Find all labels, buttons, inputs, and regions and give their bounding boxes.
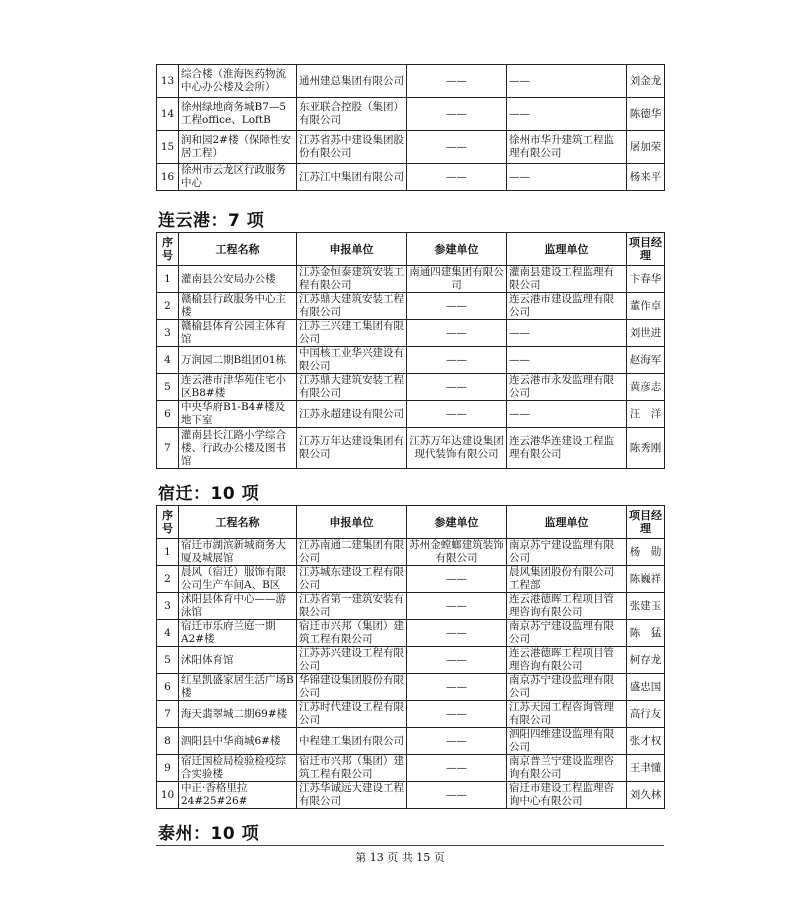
cell-no: 3 bbox=[157, 320, 179, 347]
cell-supervisor: —— bbox=[507, 401, 627, 428]
table-row bbox=[157, 98, 665, 131]
cell-manager: 黄彦志 bbox=[627, 374, 665, 401]
cell-supervisor: 徐州市华升建筑工程监理有限公司 bbox=[507, 131, 627, 164]
cell-participant: —— bbox=[407, 620, 507, 647]
cell-manager: 杨 勋 bbox=[627, 539, 665, 566]
cell-manager: 陈 猛 bbox=[627, 620, 665, 647]
cell-name: 红星凯盛家居生活广场B楼 bbox=[179, 674, 297, 701]
cell-name: 中正·香格里拉24#25#26# bbox=[179, 782, 297, 809]
cell-no: 4 bbox=[157, 620, 179, 647]
cell-applicant: 宿迁市兴邦（集团）建筑工程有限公司 bbox=[297, 755, 407, 782]
header-supervisor: 监理单位 bbox=[507, 233, 627, 266]
cell-applicant: 江苏江中集团有限公司 bbox=[297, 164, 407, 191]
cell-participant: —— bbox=[407, 98, 507, 131]
cell-manager: 陈秀刚 bbox=[627, 428, 665, 469]
cell-supervisor: —— bbox=[507, 65, 627, 98]
cell-manager: 柯存龙 bbox=[627, 647, 665, 674]
cell-no: 13 bbox=[157, 65, 179, 98]
cell-participant: 江苏万年达建设集团现代装饰有限公司 bbox=[407, 428, 507, 469]
cell-name: 徐州市云龙区行政服务中心 bbox=[179, 164, 297, 191]
cell-applicant: 江苏华诚远大建设工程有限公司 bbox=[297, 782, 407, 809]
cell-no: 6 bbox=[157, 401, 179, 428]
cell-manager: 卞春华 bbox=[627, 266, 665, 293]
cell-no: 14 bbox=[157, 98, 179, 131]
cell-supervisor: 泗阳四维建设监理有限公司 bbox=[507, 728, 627, 755]
cell-no: 2 bbox=[157, 566, 179, 593]
cell-supervisor: 江苏天园工程咨询管理有限公司 bbox=[507, 701, 627, 728]
header-applicant: 申报单位 bbox=[297, 233, 407, 266]
cell-no: 7 bbox=[157, 701, 179, 728]
cell-participant: —— bbox=[407, 701, 507, 728]
header-supervisor: 监理单位 bbox=[507, 506, 627, 539]
cell-no: 16 bbox=[157, 164, 179, 191]
cell-supervisor: 晨风集团股份有限公司工程部 bbox=[507, 566, 627, 593]
table-row bbox=[157, 782, 665, 809]
table-row bbox=[157, 293, 665, 320]
cell-participant: —— bbox=[407, 293, 507, 320]
cell-participant: 南通四建集团有限公司 bbox=[407, 266, 507, 293]
xuzhou-table bbox=[156, 64, 665, 191]
header-participant: 参建单位 bbox=[407, 233, 507, 266]
cell-supervisor: 南京苏宁建设监理有限公司 bbox=[507, 539, 627, 566]
cell-name: 徐州绿地商务城B7—5工程office、LoftB bbox=[179, 98, 297, 131]
cell-no: 8 bbox=[157, 728, 179, 755]
cell-manager: 杨来平 bbox=[627, 164, 665, 191]
cell-name: 海天翡翠城二期69#楼 bbox=[179, 701, 297, 728]
cell-participant: —— bbox=[407, 755, 507, 782]
cell-no: 2 bbox=[157, 293, 179, 320]
cell-manager: 屠加荣 bbox=[627, 131, 665, 164]
cell-applicant: 江苏鼎大建筑安装工程有限公司 bbox=[297, 374, 407, 401]
cell-name: 连云港市津华苑住宅小区B8#楼 bbox=[179, 374, 297, 401]
cell-applicant: 江苏三兴建工集团有限公司 bbox=[297, 320, 407, 347]
cell-participant: —— bbox=[407, 647, 507, 674]
table-row bbox=[157, 620, 665, 647]
header-manager: 项目经理 bbox=[627, 506, 665, 539]
table-row bbox=[157, 347, 665, 374]
cell-no: 5 bbox=[157, 374, 179, 401]
cell-participant: —— bbox=[407, 131, 507, 164]
table-row bbox=[157, 428, 665, 469]
cell-no: 9 bbox=[157, 755, 179, 782]
cell-name: 沭阳县体育中心——游泳馆 bbox=[179, 593, 297, 620]
cell-applicant: 江苏金恒泰建筑安装工程有限公司 bbox=[297, 266, 407, 293]
table-row bbox=[157, 65, 665, 98]
table-header-row bbox=[157, 506, 665, 539]
cell-participant: 苏州金螳螂建筑装饰有限公司 bbox=[407, 539, 507, 566]
footer-divider bbox=[156, 845, 664, 846]
cell-name: 宿迁国检局检验检疫综合实验楼 bbox=[179, 755, 297, 782]
cell-name: 宿迁市湖滨新城商务大厦及城展馆 bbox=[179, 539, 297, 566]
cell-participant: —— bbox=[407, 374, 507, 401]
cell-no: 5 bbox=[157, 647, 179, 674]
table-row bbox=[157, 539, 665, 566]
cell-applicant: 江苏永超建设有限公司 bbox=[297, 401, 407, 428]
cell-participant: —— bbox=[407, 164, 507, 191]
cell-no: 1 bbox=[157, 266, 179, 293]
table-row bbox=[157, 566, 665, 593]
lianyungang-table bbox=[156, 232, 665, 469]
cell-manager: 盛忠国 bbox=[627, 674, 665, 701]
cell-manager: 高行友 bbox=[627, 701, 665, 728]
cell-name: 泗阳县中华商城6#楼 bbox=[179, 728, 297, 755]
suqian-table bbox=[156, 505, 665, 809]
table-row bbox=[157, 728, 665, 755]
table-row bbox=[157, 755, 665, 782]
cell-applicant: 江苏鼎大建筑安装工程有限公司 bbox=[297, 293, 407, 320]
table-row bbox=[157, 701, 665, 728]
cell-applicant: 中国核工业华兴建设有限公司 bbox=[297, 347, 407, 374]
cell-manager: 刘金龙 bbox=[627, 65, 665, 98]
cell-supervisor: 南京普兰宁建设监理咨询有限公司 bbox=[507, 755, 627, 782]
cell-no: 6 bbox=[157, 674, 179, 701]
cell-supervisor: 连云港华连建设工程监理有限公司 bbox=[507, 428, 627, 469]
cell-supervisor: 连云港市永发监理有限公司 bbox=[507, 374, 627, 401]
table-row bbox=[157, 647, 665, 674]
cell-applicant: 中程建工集团有限公司 bbox=[297, 728, 407, 755]
header-manager: 项目经理 bbox=[627, 233, 665, 266]
header-name: 工程名称 bbox=[179, 233, 297, 266]
cell-supervisor: —— bbox=[507, 98, 627, 131]
header-seq: 序号 bbox=[157, 233, 179, 266]
cell-supervisor: 灌南县建设工程监理有限公司 bbox=[507, 266, 627, 293]
cell-participant: —— bbox=[407, 347, 507, 374]
cell-supervisor: 连云港市建设监理有限公司 bbox=[507, 293, 627, 320]
cell-applicant: 江苏时代建设工程有限公司 bbox=[297, 701, 407, 728]
cell-name: 晨风（宿迁）服饰有限公司生产车间A、B区 bbox=[179, 566, 297, 593]
cell-no: 1 bbox=[157, 539, 179, 566]
cell-supervisor: 南京苏宁建设监理有限公司 bbox=[507, 620, 627, 647]
cell-name: 赣榆县体育公园主体育馆 bbox=[179, 320, 297, 347]
cell-no: 3 bbox=[157, 593, 179, 620]
table-header-row bbox=[157, 233, 665, 266]
cell-manager: 张才权 bbox=[627, 728, 665, 755]
cell-applicant: 江苏苏兴建设工程有限公司 bbox=[297, 647, 407, 674]
cell-applicant: 江苏省第一建筑安装有限公司 bbox=[297, 593, 407, 620]
cell-participant: —— bbox=[407, 65, 507, 98]
cell-applicant: 东亚联合控股（集团）有限公司 bbox=[297, 98, 407, 131]
page-footer: 第 13 页 共 15 页 bbox=[355, 851, 445, 864]
header-participant: 参建单位 bbox=[407, 506, 507, 539]
cell-name: 赣榆县行政服务中心主楼 bbox=[179, 293, 297, 320]
cell-applicant: 宿迁市兴邦（集团）建筑工程有限公司 bbox=[297, 620, 407, 647]
cell-manager: 王聿懂 bbox=[627, 755, 665, 782]
cell-manager: 董作卓 bbox=[627, 293, 665, 320]
cell-manager: 陈德华 bbox=[627, 98, 665, 131]
cell-supervisor: 南京苏宁建设监理有限公司 bbox=[507, 674, 627, 701]
header-name: 工程名称 bbox=[179, 506, 297, 539]
cell-participant: —— bbox=[407, 674, 507, 701]
cell-supervisor: 连云港德晖工程项目管理咨询有限公司 bbox=[507, 593, 627, 620]
cell-applicant: 通州建总集团有限公司 bbox=[297, 65, 407, 98]
cell-supervisor: —— bbox=[507, 164, 627, 191]
section-title-suqian: 宿迁：10 项 bbox=[158, 484, 260, 504]
cell-participant: —— bbox=[407, 728, 507, 755]
cell-name: 宿迁市乐府兰庭一期A2#楼 bbox=[179, 620, 297, 647]
table-row bbox=[157, 266, 665, 293]
cell-participant: —— bbox=[407, 566, 507, 593]
cell-no: 7 bbox=[157, 428, 179, 469]
cell-no: 4 bbox=[157, 347, 179, 374]
header-applicant: 申报单位 bbox=[297, 506, 407, 539]
table-row bbox=[157, 320, 665, 347]
cell-applicant: 江苏省苏中建设集团股份有限公司 bbox=[297, 131, 407, 164]
table-row bbox=[157, 164, 665, 191]
cell-name: 润和园2#楼（保障性安居工程） bbox=[179, 131, 297, 164]
cell-name: 综合楼（淮海医药物流中心办公楼及会所） bbox=[179, 65, 297, 98]
table-row bbox=[157, 593, 665, 620]
section-title-lianyungang: 连云港：7 项 bbox=[158, 211, 265, 231]
section-title-taizhou: 泰州：10 项 bbox=[158, 824, 260, 844]
cell-manager: 陈巍祥 bbox=[627, 566, 665, 593]
cell-participant: —— bbox=[407, 320, 507, 347]
cell-no: 10 bbox=[157, 782, 179, 809]
cell-applicant: 江苏南通二建集团有限公司 bbox=[297, 539, 407, 566]
cell-participant: —— bbox=[407, 593, 507, 620]
cell-participant: —— bbox=[407, 401, 507, 428]
cell-applicant: 江苏万年达建设集团有限公司 bbox=[297, 428, 407, 469]
header-seq: 序号 bbox=[157, 506, 179, 539]
cell-supervisor: 宿迁市建设工程监理咨询中心有限公司 bbox=[507, 782, 627, 809]
cell-manager: 赵海军 bbox=[627, 347, 665, 374]
table-row bbox=[157, 674, 665, 701]
cell-manager: 刘世进 bbox=[627, 320, 665, 347]
cell-name: 中央华府B1-B4#楼及地下室 bbox=[179, 401, 297, 428]
cell-applicant: 华锦建设集团股份有限公司 bbox=[297, 674, 407, 701]
cell-supervisor: —— bbox=[507, 347, 627, 374]
cell-manager: 张建玉 bbox=[627, 593, 665, 620]
cell-name: 灌南县公安局办公楼 bbox=[179, 266, 297, 293]
cell-manager: 刘久林 bbox=[627, 782, 665, 809]
cell-name: 沭阳体育馆 bbox=[179, 647, 297, 674]
cell-name: 灌南县长江路小学综合楼、行政办公楼及图书馆 bbox=[179, 428, 297, 469]
cell-participant: —— bbox=[407, 782, 507, 809]
cell-supervisor: —— bbox=[507, 320, 627, 347]
cell-applicant: 江苏城东建设工程有限公司 bbox=[297, 566, 407, 593]
cell-no: 15 bbox=[157, 131, 179, 164]
cell-manager: 汪 洋 bbox=[627, 401, 665, 428]
table-row bbox=[157, 131, 665, 164]
table-row bbox=[157, 374, 665, 401]
cell-supervisor: 连云港德晖工程项目管理咨询有限公司 bbox=[507, 647, 627, 674]
cell-name: 万润园二期B组团01栋 bbox=[179, 347, 297, 374]
table-row bbox=[157, 401, 665, 428]
